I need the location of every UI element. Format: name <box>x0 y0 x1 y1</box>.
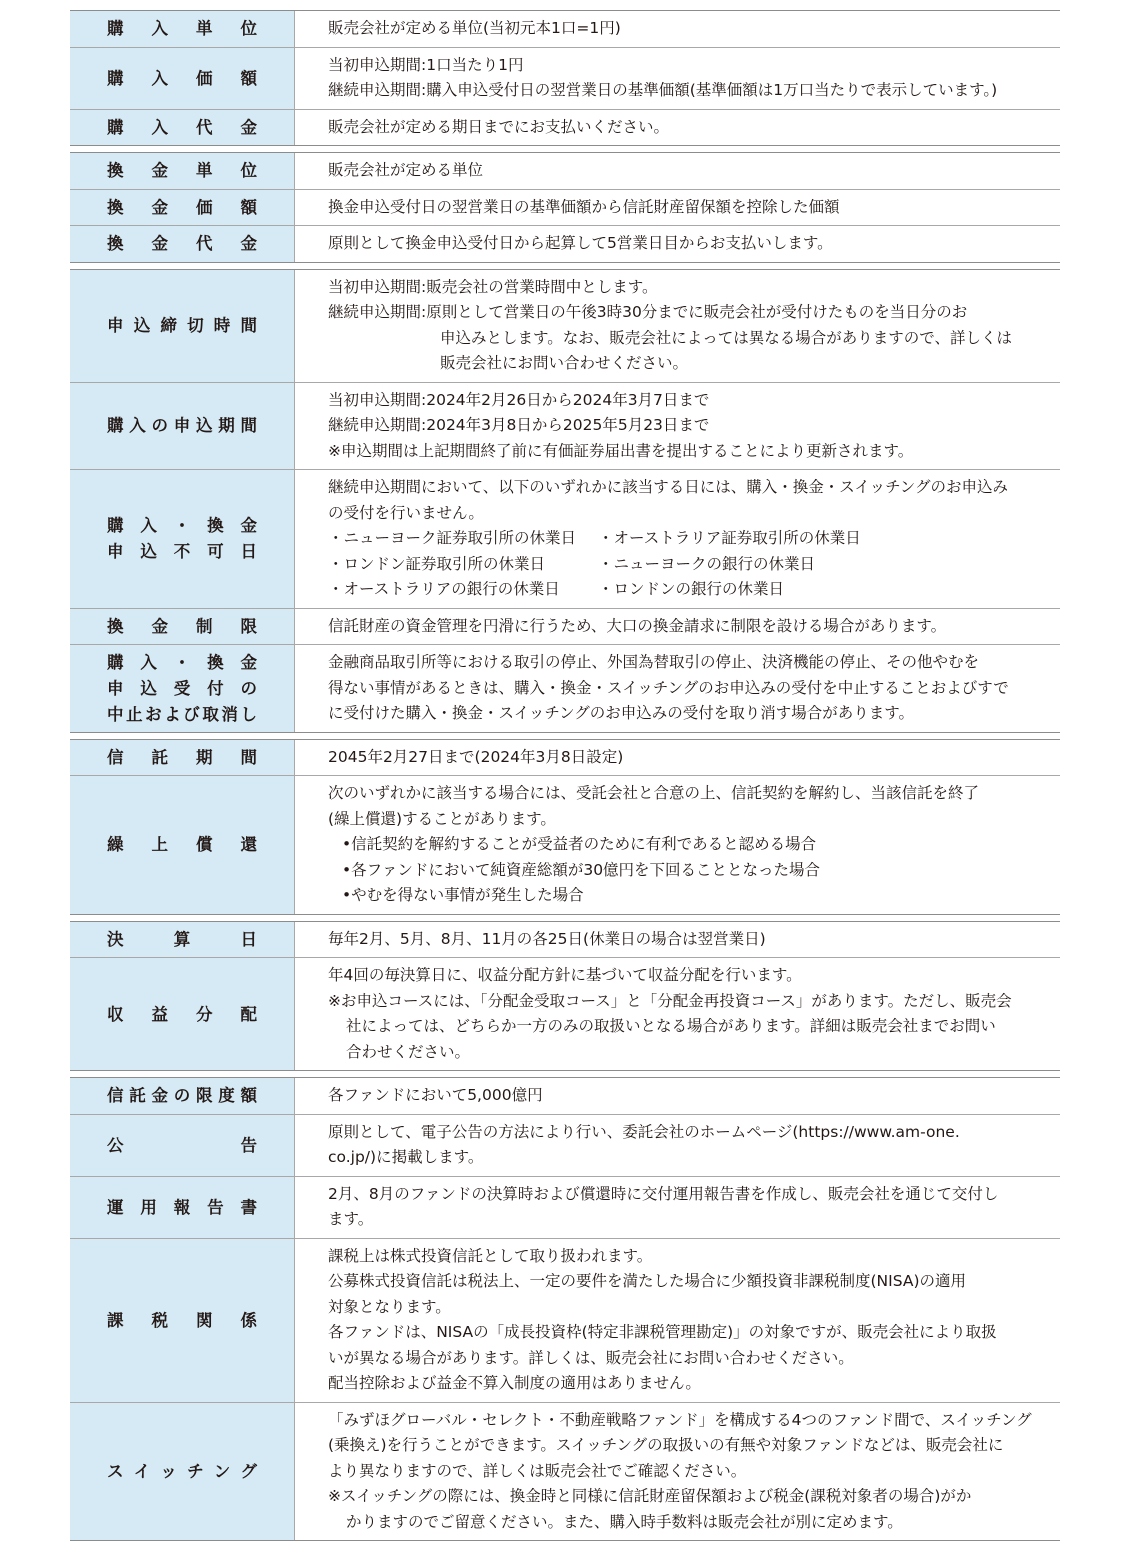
label-char: 代 <box>196 117 213 137</box>
row-value <box>295 48 1060 109</box>
label-line <box>107 195 257 220</box>
label-char: 金 <box>240 117 257 137</box>
value-line: いが異なる場合があります。詳しくは、販売会社にお問い合わせください。 <box>328 1348 854 1367</box>
value-line: ます。 <box>328 1210 374 1228</box>
value-line: 当初申込期間:2024年2月26日から2024年3月7日まで <box>328 390 710 409</box>
row-label <box>107 1083 257 1108</box>
row-label-cell <box>70 1177 295 1238</box>
label-char: 入 <box>140 652 157 672</box>
label-char: 期 <box>218 416 235 436</box>
row-label-cell <box>70 1115 295 1176</box>
row-label-cell <box>70 1078 295 1114</box>
value-line: 対象となります。 <box>328 1297 451 1316</box>
label-char: お <box>145 704 162 724</box>
value-line: 合わせください。 <box>346 1042 471 1061</box>
table-row <box>70 775 1060 914</box>
row-label <box>107 313 257 338</box>
label-line <box>107 16 257 41</box>
row-value <box>295 609 1060 645</box>
label-char: ッ <box>160 1461 177 1481</box>
holiday-item: ・オーストラリア証券取引所の休業日 <box>598 529 861 547</box>
label-char: グ <box>240 1461 257 1481</box>
label-line <box>107 745 257 770</box>
row-label-cell <box>70 270 295 382</box>
row-label <box>107 614 257 639</box>
label-char: 繰 <box>107 835 124 855</box>
holiday-item: ・ロンドン証券取引所の休業日 <box>328 554 546 573</box>
label-line <box>107 313 257 338</box>
row-label-cell <box>70 958 295 1070</box>
row-value <box>295 110 1060 146</box>
row-label-cell <box>70 470 295 608</box>
label-char: ・ <box>173 652 191 672</box>
row-value <box>295 1403 1062 1541</box>
label-char: び <box>183 704 200 724</box>
label-line <box>107 158 257 183</box>
label-char: 運 <box>107 1197 124 1217</box>
label-char: 込 <box>196 416 213 436</box>
label-line <box>107 115 257 140</box>
value-line: 継続申込期間:購入申込受付日の翌営業日の基準価額(基準価額は1万口当たりで表示しています。) <box>328 81 998 99</box>
value-line: 販売会社にお問い合わせください。 <box>440 354 689 372</box>
label-char: ス <box>107 1461 124 1481</box>
label-char: 切 <box>187 316 204 335</box>
label-char: 換 <box>107 197 124 217</box>
label-line <box>107 513 257 538</box>
label-char: 分 <box>196 1004 213 1024</box>
label-line <box>107 1459 257 1484</box>
label-char: 換 <box>107 616 124 636</box>
label-char: 申 <box>107 542 124 562</box>
label-char: 単 <box>196 19 213 39</box>
label-char: 中 <box>107 704 124 724</box>
label-char: 単 <box>196 161 213 181</box>
label-char: 算 <box>173 929 191 949</box>
value-line: •信託契約を解約することが受益者のために有利であると認める場合 <box>342 835 817 853</box>
table-section <box>70 1077 1060 1541</box>
table-row <box>70 740 1060 776</box>
label-char: 込 <box>133 316 151 335</box>
row-label-cell <box>70 922 295 958</box>
label-char: 報 <box>173 1197 191 1217</box>
table-row <box>70 11 1060 47</box>
table-row <box>70 1114 1060 1176</box>
row-value <box>295 190 1060 226</box>
label-char: 度 <box>218 1086 235 1106</box>
label-char: 限 <box>196 1086 213 1106</box>
table-row <box>70 382 1060 470</box>
label-line <box>107 1308 257 1333</box>
value-line: 次のいずれかに該当する場合には、受託会社と合意の上、信託契約を解約し、当該信託を終了 <box>328 784 980 802</box>
label-char: 購 <box>107 652 124 672</box>
label-char: 託 <box>151 747 168 767</box>
row-label <box>107 231 257 256</box>
label-char: 購 <box>107 117 124 137</box>
label-char: 配 <box>240 1004 257 1024</box>
label-char: ・ <box>173 516 191 536</box>
row-label-cell <box>70 1239 295 1402</box>
label-char: 託 <box>129 1086 146 1106</box>
label-char: 還 <box>240 835 257 855</box>
label-char: 申 <box>107 678 124 698</box>
label-char: し <box>240 704 257 724</box>
label-char: の <box>173 1086 191 1106</box>
label-char: 込 <box>140 542 157 562</box>
label-char: 税 <box>151 1310 168 1330</box>
table-row <box>70 270 1060 382</box>
value-line: 各ファンドは、NISAの「成長投資枠(特定非課税管理勘定)」の対象ですが、販売会社により取扱 <box>328 1323 997 1341</box>
label-line <box>107 231 257 256</box>
label-line <box>107 927 257 952</box>
value-line: 課税上は株式投資信託として取り扱われます。 <box>328 1246 653 1265</box>
row-label-cell <box>70 776 295 914</box>
value-line: 2045年2月27日まで(2024年3月8日設定) <box>328 747 624 766</box>
label-char: 公 <box>107 1135 124 1155</box>
row-value <box>295 153 1060 189</box>
label-char: 間 <box>240 316 257 335</box>
label-line <box>107 413 257 438</box>
value-line: ※お申込コースには、「分配金受取コース」と「分配金再投資コース」があります。ただし、販売会 <box>328 991 1012 1010</box>
table-row <box>70 1238 1060 1402</box>
value-line: 当初申込期間:販売会社の営業時間中とします。 <box>328 277 658 296</box>
value-line: 原則として、電子公告の方法により行い、委託会社のホームページ(https://www.am-one. <box>328 1122 960 1141</box>
fund-terms-table <box>70 10 1060 1541</box>
label-char: ン <box>213 1461 231 1481</box>
holiday-item: ・ニューヨーク証券取引所の休業日 <box>328 529 577 547</box>
row-label-cell <box>70 226 295 262</box>
row-value <box>295 11 1060 47</box>
label-char: 購 <box>107 516 124 536</box>
value-line: ※申込期間は上記期間終了前に有価証券届出書を提出することにより更新されます。 <box>328 441 914 460</box>
row-value <box>295 958 1060 1070</box>
value-line: ※スイッチングの際には、換金時と同様に信託財産留保額および税金(課税対象者の場合)がか <box>328 1487 972 1505</box>
row-label <box>107 1308 257 1333</box>
value-line: 信託財産の資金管理を円滑に行うため、大口の換金請求に制限を設ける場合があります。 <box>328 616 947 635</box>
row-value <box>295 776 1060 914</box>
label-char: 換 <box>107 234 124 254</box>
label-char: 告 <box>240 1135 257 1155</box>
label-char: 時 <box>213 316 231 335</box>
value-line: 配当控除および益金不算入制度の適用はありません。 <box>328 1374 701 1392</box>
value-line: 販売会社が定める単位(当初元本1口=1円) <box>328 19 621 37</box>
row-label <box>107 1002 257 1027</box>
row-label <box>107 158 257 183</box>
row-label <box>107 1459 257 1484</box>
label-line <box>107 1133 257 1158</box>
row-value <box>295 270 1060 382</box>
value-line: 販売会社が定める期日までにお支払いください。 <box>328 117 670 136</box>
row-label <box>107 115 257 140</box>
label-char: 日 <box>240 542 257 562</box>
value-line: 販売会社が定める単位 <box>328 161 484 179</box>
label-line <box>107 650 257 675</box>
label-char: の <box>240 678 257 698</box>
label-char: 関 <box>196 1310 213 1330</box>
value-line: 金融商品取引所等における取引の停止、外国為替取引の停止、決済機能の停止、その他やむを <box>328 653 980 671</box>
row-label-cell <box>70 153 295 189</box>
row-label-cell <box>70 740 295 776</box>
holiday-pair <box>328 552 1030 578</box>
value-line: 年4回の毎決算日に、収益分配方針に基づいて収益分配を行います。 <box>328 966 802 984</box>
label-char: 課 <box>107 1310 124 1330</box>
table-section <box>70 152 1060 263</box>
label-char: 益 <box>151 1004 168 1024</box>
label-char: 購 <box>107 68 124 88</box>
label-char: 不 <box>173 542 191 562</box>
row-label <box>107 413 257 438</box>
label-char: 額 <box>240 1086 257 1106</box>
row-label-cell <box>70 383 295 470</box>
row-label <box>107 832 257 857</box>
label-char: 代 <box>196 234 213 254</box>
label-char: 止 <box>126 704 143 724</box>
label-line <box>107 1083 257 1108</box>
table-row <box>70 225 1060 262</box>
row-label-cell <box>70 48 295 109</box>
row-value <box>295 383 1060 470</box>
table-row <box>70 1078 1060 1114</box>
row-value <box>295 470 1060 608</box>
holiday-pair <box>328 577 1030 603</box>
value-line: 2月、8月のファンドの決算時および償還時に交付運用報告書を作成し、販売会社を通じて交付し <box>328 1184 999 1203</box>
table-row <box>70 1402 1060 1541</box>
holiday-pair <box>328 526 1030 552</box>
label-char: 上 <box>151 835 168 855</box>
value-line: の受付を行いません。 <box>328 503 484 522</box>
label-char: 金 <box>151 234 168 254</box>
label-char: 位 <box>240 19 257 39</box>
row-label <box>107 66 257 91</box>
row-value <box>295 226 1060 262</box>
table-section <box>70 921 1060 1072</box>
row-label-cell <box>70 11 295 47</box>
table-row <box>70 469 1060 608</box>
label-char: 決 <box>107 929 124 949</box>
row-label-cell <box>70 110 295 146</box>
label-char: 購 <box>107 416 124 436</box>
row-label-cell <box>70 190 295 226</box>
value-line: (繰上償還)することがあります。 <box>328 809 556 828</box>
label-char: 購 <box>107 19 124 39</box>
value-line: 得ない事情があるときは、購入・換金・スイッチングのお申込みの受付を中止することおよびすで <box>328 678 1009 697</box>
value-line: 毎年2月、5月、8月、11月の各25日(休業日の場合は翌営業日) <box>328 929 766 948</box>
label-char: 間 <box>240 747 257 767</box>
row-value <box>295 1078 1060 1114</box>
value-line: 公募株式投資信託は税法上、一定の要件を満たした場合に少額投資非課税制度(NISA)の適用 <box>328 1272 966 1290</box>
table-row <box>70 644 1060 732</box>
row-label <box>107 1133 257 1158</box>
label-line <box>107 66 257 91</box>
label-line <box>107 676 257 701</box>
label-char: よ <box>164 704 181 724</box>
label-char: 信 <box>107 747 124 767</box>
label-char: 取 <box>202 704 219 724</box>
value-line: に受付けた購入・換金・スイッチングのお申込みの受付を取り消す場合があります。 <box>328 704 915 722</box>
label-char: 消 <box>221 704 238 724</box>
holiday-item: ・ロンドンの銀行の休業日 <box>598 580 785 598</box>
table-row <box>70 608 1060 645</box>
row-value <box>295 740 1060 776</box>
value-line: かりますのでご留意ください。また、購入時手数料は販売会社が別に定めます。 <box>346 1512 903 1531</box>
label-char: 間 <box>240 416 257 436</box>
label-char: 金 <box>151 161 168 181</box>
value-line: 申込みとします。なお、販売会社によっては異なる場合がありますので、詳しくは <box>440 328 1012 347</box>
value-line: 原則として換金申込受付日から起算して5営業日目からお支払いします。 <box>328 234 833 252</box>
value-line: 当初申込期間:1口当たり1円 <box>328 55 524 74</box>
label-line <box>107 1195 257 1220</box>
value-line: co.jp/)に掲載します。 <box>328 1148 484 1166</box>
label-char: 付 <box>207 678 224 698</box>
value-line: (乗換え)を行うことができます。スイッチングの取扱いの有無や対象ファンドなどは、販売会社に <box>328 1436 1004 1454</box>
table-row <box>70 1176 1060 1238</box>
label-char: 金 <box>240 652 257 672</box>
label-char: 金 <box>151 197 168 217</box>
holiday-item: ・オーストラリアの銀行の休業日 <box>328 580 560 598</box>
label-line <box>107 539 257 564</box>
label-char: 可 <box>207 542 224 562</box>
label-char: 係 <box>240 1310 257 1330</box>
row-label-cell <box>70 1403 295 1541</box>
value-line: •各ファンドにおいて純資産総額が30億円を下回ることとなった場合 <box>342 860 821 879</box>
label-char: 申 <box>107 316 124 335</box>
row-label <box>107 16 257 41</box>
label-char: 額 <box>240 197 257 217</box>
label-char: 入 <box>151 68 168 88</box>
label-char: 換 <box>207 652 224 672</box>
label-char: 信 <box>107 1086 124 1106</box>
value-line: •やむを得ない事情が発生した場合 <box>342 886 584 904</box>
table-section <box>70 10 1060 146</box>
value-line: 継続申込期間:原則として営業日の午後3時30分までに販売会社が受付けたものを当日分のお <box>328 303 968 321</box>
table-row <box>70 189 1060 226</box>
table-row <box>70 922 1060 958</box>
row-label <box>107 513 257 564</box>
holiday-item: ・ニューヨークの銀行の休業日 <box>598 554 816 573</box>
label-char: 入 <box>151 19 168 39</box>
label-char: 換 <box>107 161 124 181</box>
value-line: 各ファンドにおいて5,000億円 <box>328 1086 543 1104</box>
label-char: イ <box>133 1461 151 1481</box>
value-line: より異なりますので、詳しくは販売会社でご確認ください。 <box>328 1461 747 1480</box>
label-char: 制 <box>196 616 213 636</box>
label-char: 償 <box>196 835 213 855</box>
label-char: チ <box>187 1461 204 1481</box>
label-char: 入 <box>129 416 146 436</box>
label-char: 限 <box>240 616 257 636</box>
row-label <box>107 1195 257 1220</box>
label-line <box>107 1002 257 1027</box>
value-line: 継続申込期間:2024年3月8日から2025年5月23日まで <box>328 416 710 434</box>
value-line: 社によっては、どちらか一方のみの取扱いとなる場合があります。詳細は販売会社までお問い <box>346 1017 996 1035</box>
label-char: 込 <box>140 678 157 698</box>
label-line <box>107 702 257 727</box>
table-row <box>70 957 1060 1070</box>
row-value <box>295 1177 1060 1238</box>
row-label-cell <box>70 645 295 732</box>
label-char: 位 <box>240 161 257 181</box>
value-line: 換金申込受付日の翌営業日の基準価額から信託財産留保額を控除した価額 <box>328 197 840 216</box>
value-line: 「みずほグローバル・セレクト・不動産戦略ファンド」を構成する4つのファンド間で、スイッチング <box>328 1410 1032 1429</box>
label-char: 金 <box>240 516 257 536</box>
label-char: 用 <box>140 1197 157 1217</box>
label-char: 価 <box>196 68 213 88</box>
label-char: 入 <box>151 117 168 137</box>
label-line <box>107 832 257 857</box>
table-section <box>70 739 1060 915</box>
label-char: 期 <box>196 747 213 767</box>
table-row <box>70 109 1060 146</box>
label-char: 入 <box>140 516 157 536</box>
label-char: 収 <box>107 1004 124 1024</box>
row-value <box>295 1239 1060 1402</box>
row-label <box>107 927 257 952</box>
table-section <box>70 269 1060 733</box>
label-char: 日 <box>240 929 257 949</box>
row-value <box>295 645 1060 732</box>
table-row <box>70 153 1060 189</box>
label-char: の <box>151 416 168 436</box>
row-label <box>107 195 257 220</box>
label-char: 金 <box>151 1086 168 1106</box>
value-line: 継続申込期間において、以下のいずれかに該当する日には、購入・換金・スイッチングのお申込み <box>328 478 1008 496</box>
label-char: 金 <box>240 234 257 254</box>
row-label <box>107 745 257 770</box>
label-char: 額 <box>240 68 257 88</box>
label-char: 価 <box>196 197 213 217</box>
label-char: 締 <box>160 316 177 335</box>
label-char: 書 <box>240 1197 257 1217</box>
label-char: 受 <box>173 678 191 698</box>
label-char: 告 <box>207 1197 224 1217</box>
row-label-cell <box>70 609 295 645</box>
label-char: 金 <box>151 616 168 636</box>
row-label <box>107 650 257 727</box>
label-line <box>107 614 257 639</box>
label-char: 換 <box>207 516 224 536</box>
row-value <box>295 922 1060 958</box>
table-row <box>70 47 1060 109</box>
label-char: 申 <box>173 416 191 436</box>
row-value <box>295 1115 1060 1176</box>
